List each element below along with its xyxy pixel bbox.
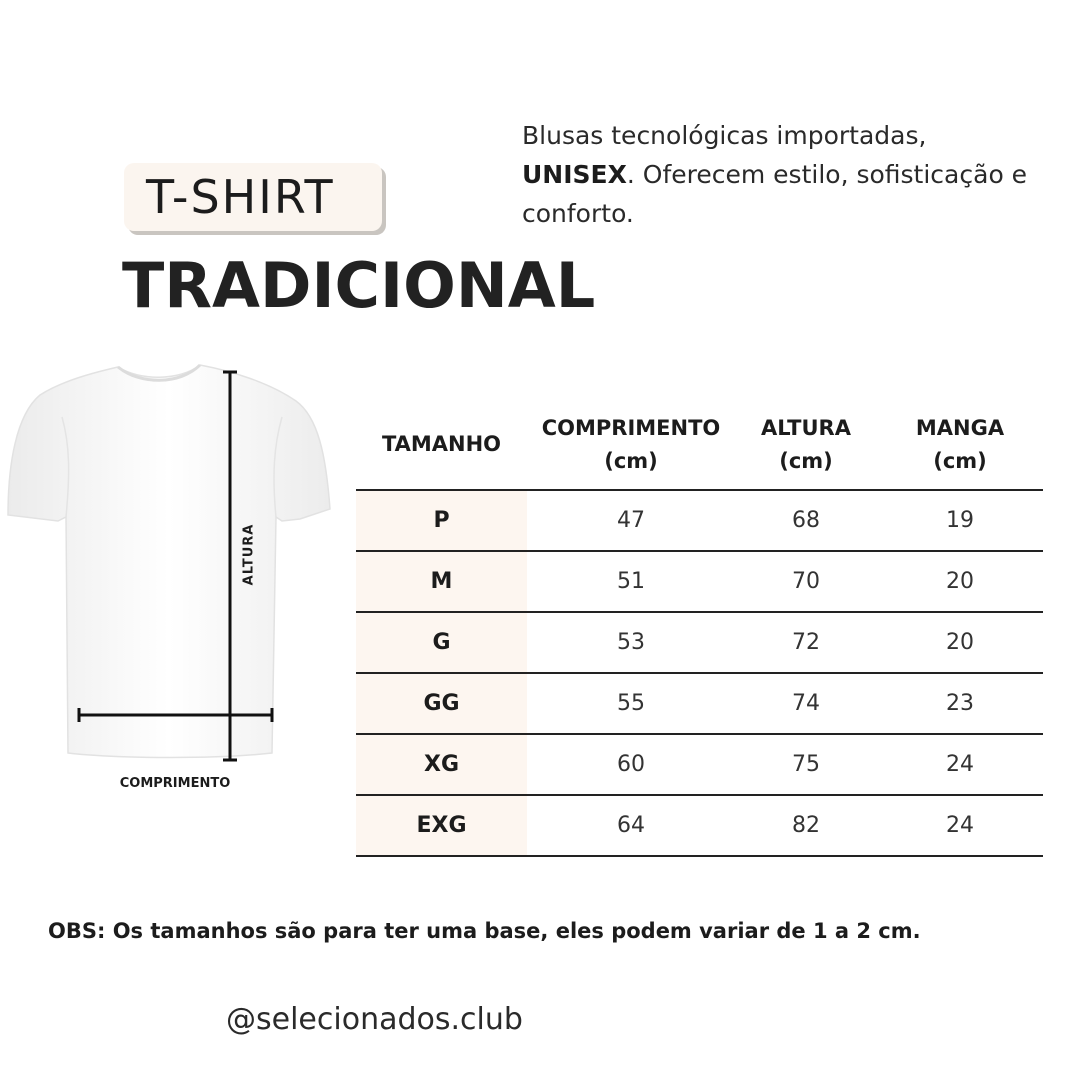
badge-label: T-SHIRT <box>146 170 335 224</box>
size-note: OBS: Os tamanhos são para ter uma base, eles podem variar de 1 a 2 cm. <box>48 919 921 943</box>
size-cell: G <box>356 612 527 673</box>
product-description <box>522 116 1042 233</box>
header-length-unit: (cm) <box>604 448 658 473</box>
height-cell: 68 <box>735 490 877 551</box>
sleeve-cell: 20 <box>877 551 1043 612</box>
header-size <box>356 400 527 490</box>
header-height-text: ALTURA <box>761 415 851 440</box>
header-length-text: COMPRIMENTO <box>541 415 721 440</box>
size-cell: P <box>356 490 527 551</box>
sleeve-cell: 23 <box>877 673 1043 734</box>
table-row <box>356 734 1043 795</box>
length-cell: 60 <box>527 734 735 795</box>
table-header-row <box>356 400 1043 490</box>
description-rest: . Oferecem estilo, sofisticação e conforto. <box>522 160 1028 228</box>
length-cell: 47 <box>527 490 735 551</box>
table-row <box>356 673 1043 734</box>
t-shirt-illustration <box>0 355 340 815</box>
description-line1: Blusas tecnológicas importadas, <box>522 121 927 150</box>
length-cell: 51 <box>527 551 735 612</box>
height-cell: 75 <box>735 734 877 795</box>
height-cell: 82 <box>735 795 877 856</box>
sleeve-cell: 20 <box>877 612 1043 673</box>
header-size-text: TAMANHO <box>381 432 502 456</box>
header-length <box>527 400 735 490</box>
size-cell: GG <box>356 673 527 734</box>
table-row <box>356 612 1043 673</box>
table-row <box>356 551 1043 612</box>
header-height-unit: (cm) <box>779 448 833 473</box>
table-row <box>356 795 1043 856</box>
height-cell: 74 <box>735 673 877 734</box>
sleeve-cell: 19 <box>877 490 1043 551</box>
length-cell: 55 <box>527 673 735 734</box>
size-cell: EXG <box>356 795 527 856</box>
description-bold: UNISEX <box>522 160 627 189</box>
height-cell: 72 <box>735 612 877 673</box>
length-label: COMPRIMENTO <box>119 776 231 791</box>
header-sleeve-unit: (cm) <box>933 448 987 473</box>
size-table <box>356 400 1043 857</box>
length-cell: 53 <box>527 612 735 673</box>
page-title: TRADICIONAL <box>122 249 596 322</box>
sleeve-cell: 24 <box>877 734 1043 795</box>
social-handle: @selecionados.club <box>226 1002 523 1037</box>
header-sleeve <box>877 400 1043 490</box>
product-badge <box>124 163 382 231</box>
size-cell: XG <box>356 734 527 795</box>
height-cell: 70 <box>735 551 877 612</box>
height-label-text: ALTURA <box>241 523 257 586</box>
length-cell: 64 <box>527 795 735 856</box>
table-row <box>356 490 1043 551</box>
sleeve-cell: 24 <box>877 795 1043 856</box>
header-sleeve-text: MANGA <box>915 415 1005 440</box>
height-label <box>232 525 262 595</box>
size-cell: M <box>356 551 527 612</box>
header-height <box>735 400 877 490</box>
